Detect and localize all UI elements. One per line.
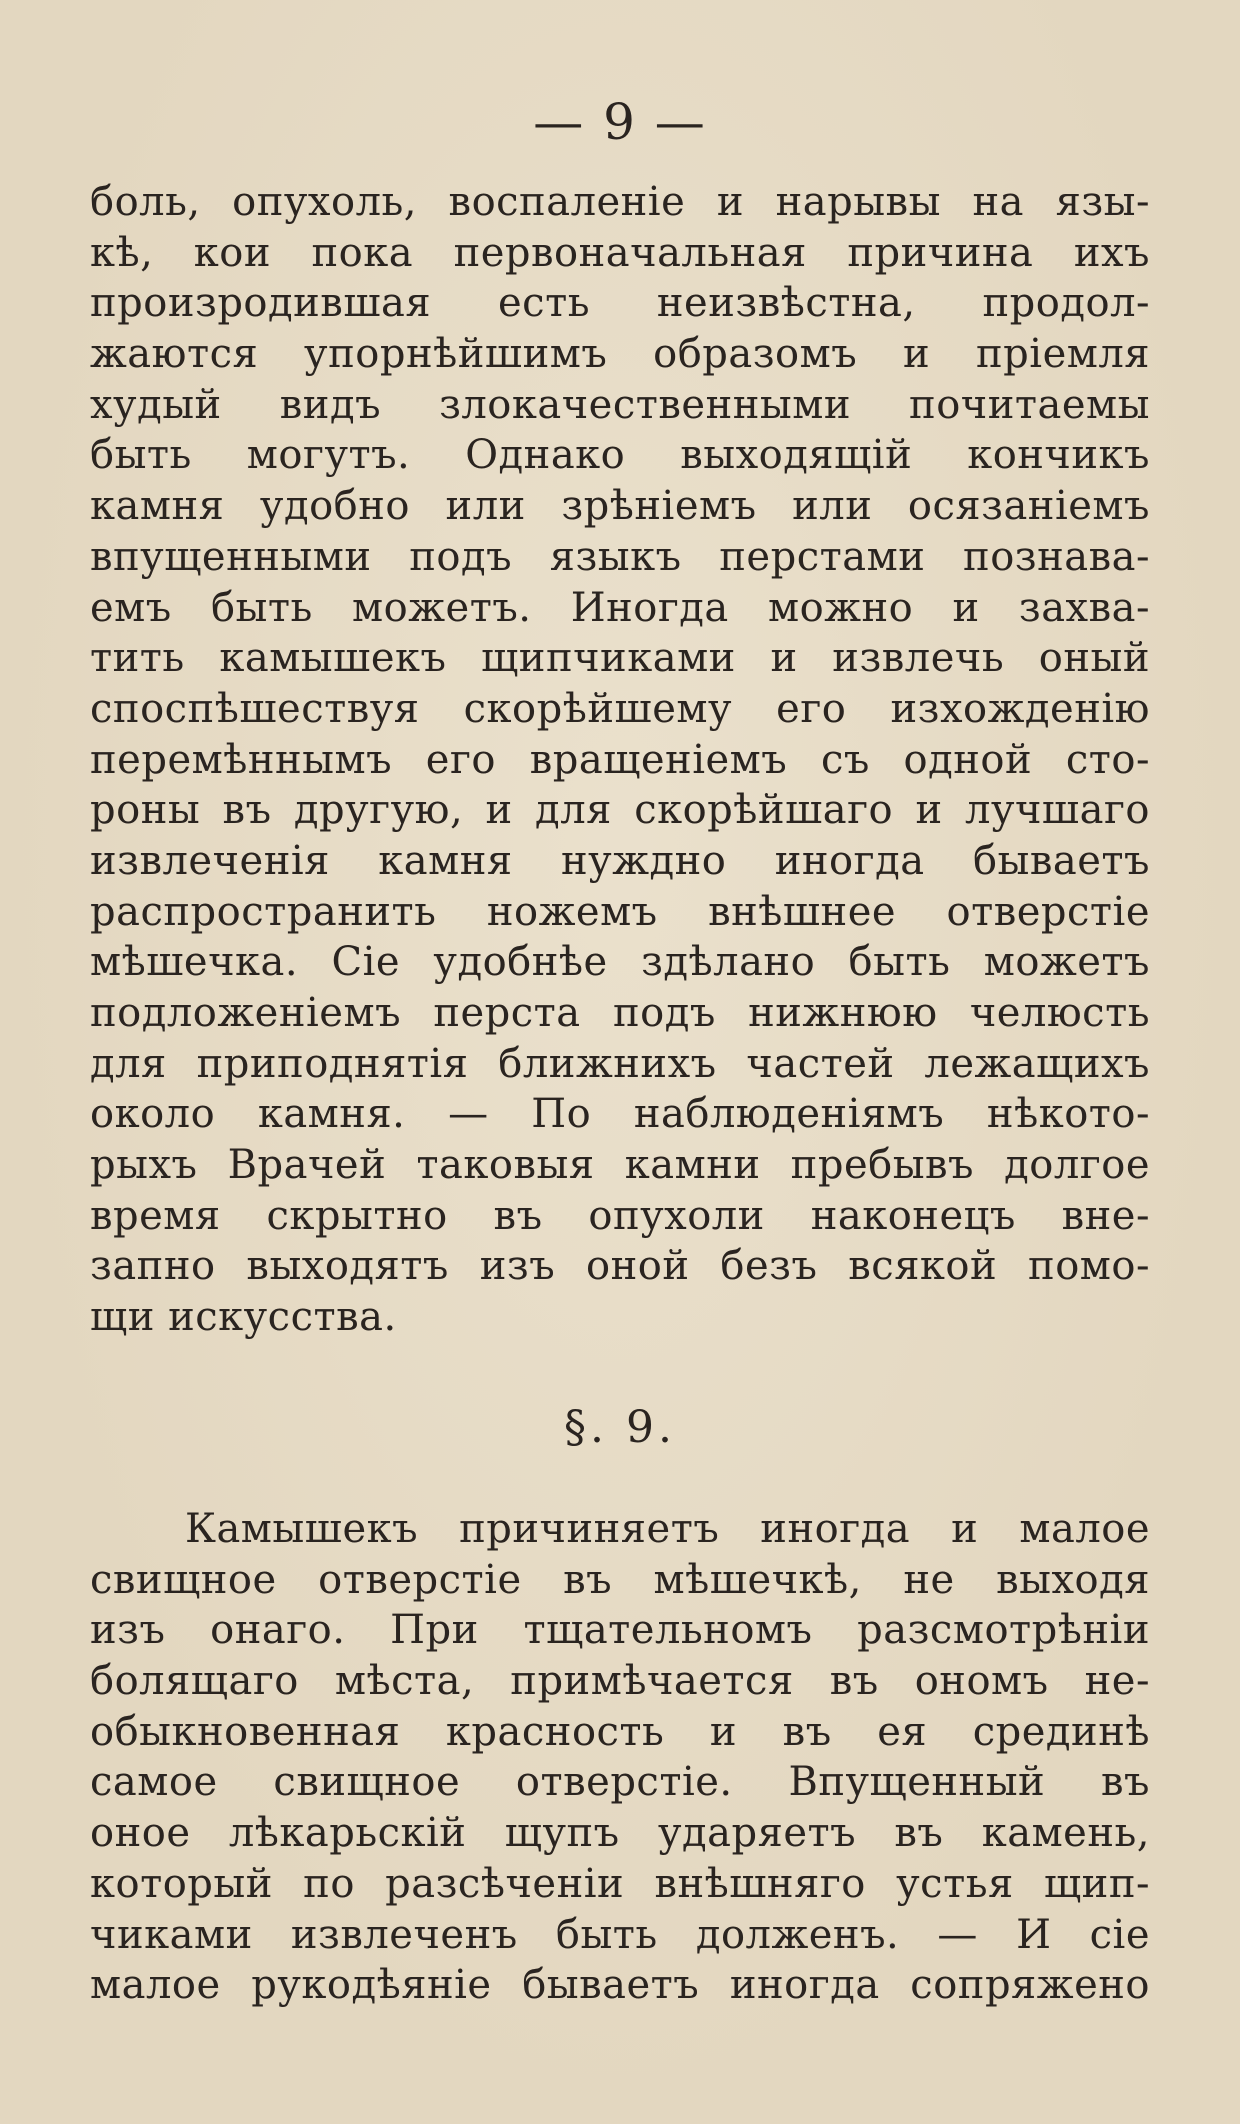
text-line: около камня. — По наблюденіямъ нѣкото- bbox=[90, 1091, 1150, 1138]
text-line: боль, опухоль, воспаленіе и нарывы на язы- bbox=[90, 179, 1150, 225]
text-line: подложеніемъ перста подъ нижнюю челюсть bbox=[90, 990, 1150, 1036]
text-line: споспѣшествуя скорѣйшему его изхожденію bbox=[90, 685, 1150, 732]
text-line: самое свищное отверстіе. Впущенный въ bbox=[90, 1759, 1150, 1806]
text-line: для приподнятія ближнихъ частей лежащихъ bbox=[90, 1040, 1150, 1087]
text-line: роны въ другую, и для скорѣйшаго и лучшаго bbox=[90, 787, 1150, 834]
text-line: свищное отверстіе въ мѣшечкѣ, не выходя bbox=[90, 1556, 1150, 1603]
text-line: жаются упорнѣйшимъ образомъ и пріемля bbox=[90, 331, 1150, 378]
text-line: быть могутъ. Однако выходящій кончикъ bbox=[90, 432, 1150, 479]
text-line: оное лѣкарьскій щупъ ударяетъ въ камень, bbox=[90, 1810, 1150, 1857]
text-line: малое рукодѣяніе бываетъ иногда сопряжено bbox=[90, 1962, 1150, 2009]
section-heading: §. 9. bbox=[564, 1402, 676, 1453]
text-line: кѣ, кои пока первоначальная причина ихъ bbox=[90, 229, 1150, 276]
text-line: камня удобно или зрѣніемъ или осязаніемъ bbox=[90, 483, 1150, 530]
text-line: который по разсѣченіи внѣшняго устья щип- bbox=[90, 1860, 1150, 1907]
text-line: перемѣннымъ его вращеніемъ съ одной сто- bbox=[90, 736, 1150, 783]
text-line: извлеченія камня нуждно иногда бываетъ bbox=[90, 837, 1150, 884]
text-line: изъ онаго. При тщательномъ разсмотрѣніи bbox=[90, 1607, 1150, 1654]
text-line: емъ быть можетъ. Иногда можно и захва- bbox=[90, 584, 1150, 631]
page-number: — 9 — bbox=[533, 93, 707, 151]
text-line: время скрытно въ опухоли наконецъ вне- bbox=[90, 1192, 1150, 1239]
paragraph-2 bbox=[90, 1504, 1150, 2011]
text-line: произродившая есть неизвѣстна, продол- bbox=[90, 280, 1150, 327]
text-line: запно выходятъ изъ оной безъ всякой помо- bbox=[90, 1243, 1150, 1290]
text-line: чиками извлеченъ быть долженъ. — И сіе bbox=[90, 1911, 1150, 1958]
text-line: впущенными подъ языкъ перстами познава- bbox=[90, 533, 1150, 580]
text-line: болящаго мѣста, примѣчается въ ономъ не- bbox=[90, 1658, 1150, 1705]
text-line: худый видъ злокачественными почитаемы bbox=[90, 381, 1150, 428]
text-line: обыкновенная красность и въ ея срединѣ bbox=[90, 1708, 1150, 1755]
text-line: щи искусства. bbox=[90, 1294, 397, 1341]
text-line: тить камышекъ щипчиками и извлечь оный bbox=[90, 635, 1150, 682]
text-line: Камышекъ причиняетъ иногда и малое bbox=[185, 1506, 1150, 1552]
paragraph-1 bbox=[90, 177, 1150, 1343]
text-line: распространить ножемъ внѣшнее отверстіе bbox=[90, 888, 1150, 935]
text-line: рыхъ Врачей таковыя камни пребывъ долгое bbox=[90, 1142, 1150, 1189]
text-line: мѣшечка. Сіе удобнѣе здѣлано быть можетъ bbox=[90, 939, 1150, 986]
